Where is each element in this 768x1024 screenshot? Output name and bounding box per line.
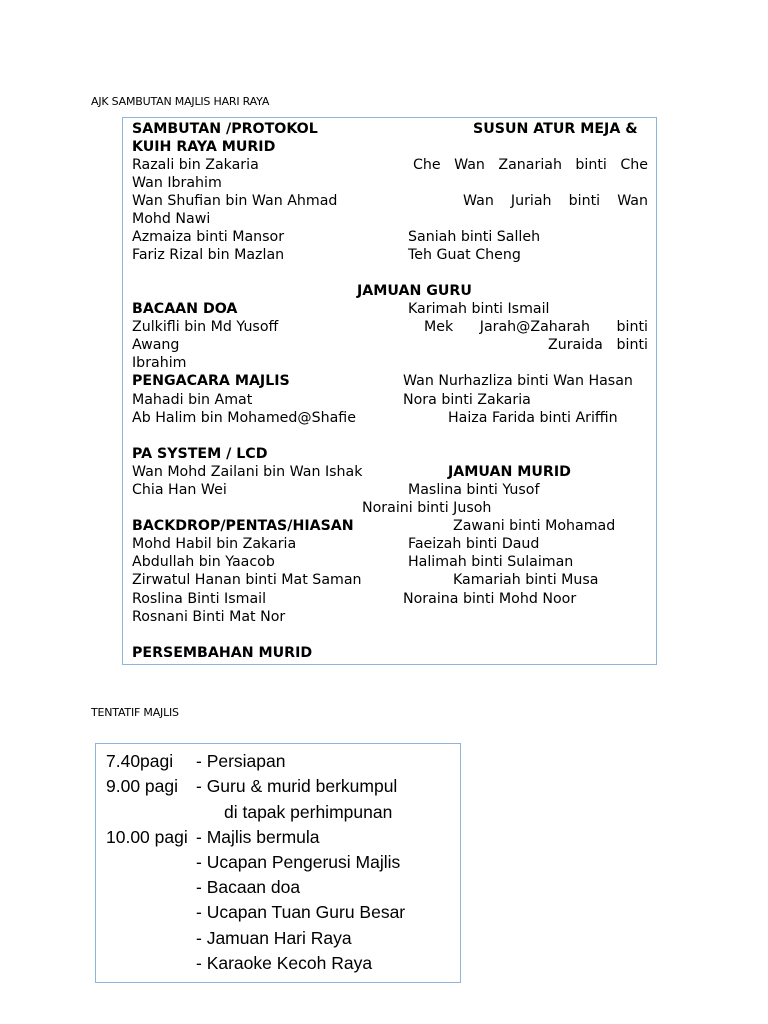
item-persiapan: - Persiapan [196,751,286,771]
name-wan-ibrahim: Wan Ibrahim [132,175,222,191]
name-saniah: Saniah binti Salleh [408,229,541,245]
name-zirwatul: Zirwatul Hanan binti Mat Saman [132,572,362,588]
time-0900: 9.00 pagi [106,776,179,796]
name-mahadi: Mahadi bin Amat [132,392,253,408]
name-chia: Chia Han Wei [132,482,227,498]
name-razali: Razali bin Zakaria [132,157,259,173]
document-title: AJK SAMBUTAN MAJLIS HARI RAYA [91,95,270,108]
backdrop-title: BACKDROP/PENTAS/HIASAN [132,518,354,534]
name-rosnani: Rosnani Binti Mat Nor [132,609,286,625]
name-zulkifli: Zulkifli bin Md Yusoff [132,319,279,335]
name-zawani: Zawani binti Mohamad [453,518,616,534]
name-halimah: Halimah binti Sulaiman [408,554,574,570]
name-roslina: Roslina Binti Ismail [132,591,267,607]
kuih-raya-title: KUIH RAYA MURID [132,139,276,155]
name-noraini: Noraini binti Jusoh [362,500,492,516]
name-awang: Awang [132,337,180,353]
jamuan-murid-title: JAMUAN MURID [448,464,571,480]
item-berkumpul: - Guru & murid berkumpul [196,776,398,796]
name-wan-shufian: Wan Shufian bin Wan Ahmad [132,193,338,209]
name-kamariah: Kamariah binti Musa [453,572,599,588]
name-abdullah: Abdullah bin Yaacob [132,554,275,570]
susun-atur-title: SUSUN ATUR MEJA & [473,121,638,137]
jamuan-guru-title: JAMUAN GURU [357,283,472,299]
pengacara-title: PENGACARA MAJLIS [132,373,290,389]
item-ucapan-pengerusi: - Ucapan Pengerusi Majlis [196,852,401,872]
name-fariz: Fariz Rizal bin Mazlan [132,247,285,263]
name-mohd-nawi: Mohd Nawi [132,211,211,227]
item-tapak-perhimpunan: di tapak perhimpunan [224,802,393,822]
pa-system-title: PA SYSTEM / LCD [132,446,268,462]
name-wan-juriah: Wan Juriah binti Wan [463,193,648,209]
item-majlis-bermula: - Majlis bermula [196,827,320,847]
time-0740: 7.40pagi [106,751,174,771]
name-zuraida: Zuraida binti [548,337,648,353]
name-teh: Teh Guat Cheng [408,247,521,263]
tentatif-heading: TENTATIF MAJLIS [91,706,179,719]
bacaan-doa-title: BACAAN DOA [132,301,238,317]
item-karaoke: - Karaoke Kecoh Raya [196,953,373,973]
name-karimah: Karimah binti Ismail [408,301,550,317]
name-ibrahim: Ibrahim [132,355,187,371]
name-maslina: Maslina binti Yusof [408,482,540,498]
name-ab-halim: Ab Halim bin Mohamed@Shafie [132,410,356,426]
item-bacaan-doa: - Bacaan doa [196,877,301,897]
name-habil: Mohd Habil bin Zakaria [132,536,297,552]
item-jamuan-hari-raya: - Jamuan Hari Raya [196,928,352,948]
name-nora: Nora binti Zakaria [403,392,531,408]
name-mek-jarah: Mek Jarah@Zaharah binti [424,319,648,335]
name-wan-mohd-zailani: Wan Mohd Zailani bin Wan Ishak [132,464,363,480]
sambutan-title: SAMBUTAN /PROTOKOL [132,121,318,137]
name-haiza: Haiza Farida binti Ariffin [448,410,618,426]
name-azmaiza: Azmaiza binti Mansor [132,229,285,245]
item-ucapan-guru-besar: - Ucapan Tuan Guru Besar [196,902,406,922]
name-che-wan-zanariah: Che Wan Zanariah binti Che [413,157,648,173]
name-faeizah: Faeizah binti Daud [408,536,540,552]
name-noraina: Noraina binti Mohd Noor [403,591,577,607]
persembahan-title: PERSEMBAHAN MURID [132,645,313,661]
name-nurhazliza: Wan Nurhazliza binti Wan Hasan [403,373,633,389]
time-1000: 10.00 pagi [106,827,188,847]
